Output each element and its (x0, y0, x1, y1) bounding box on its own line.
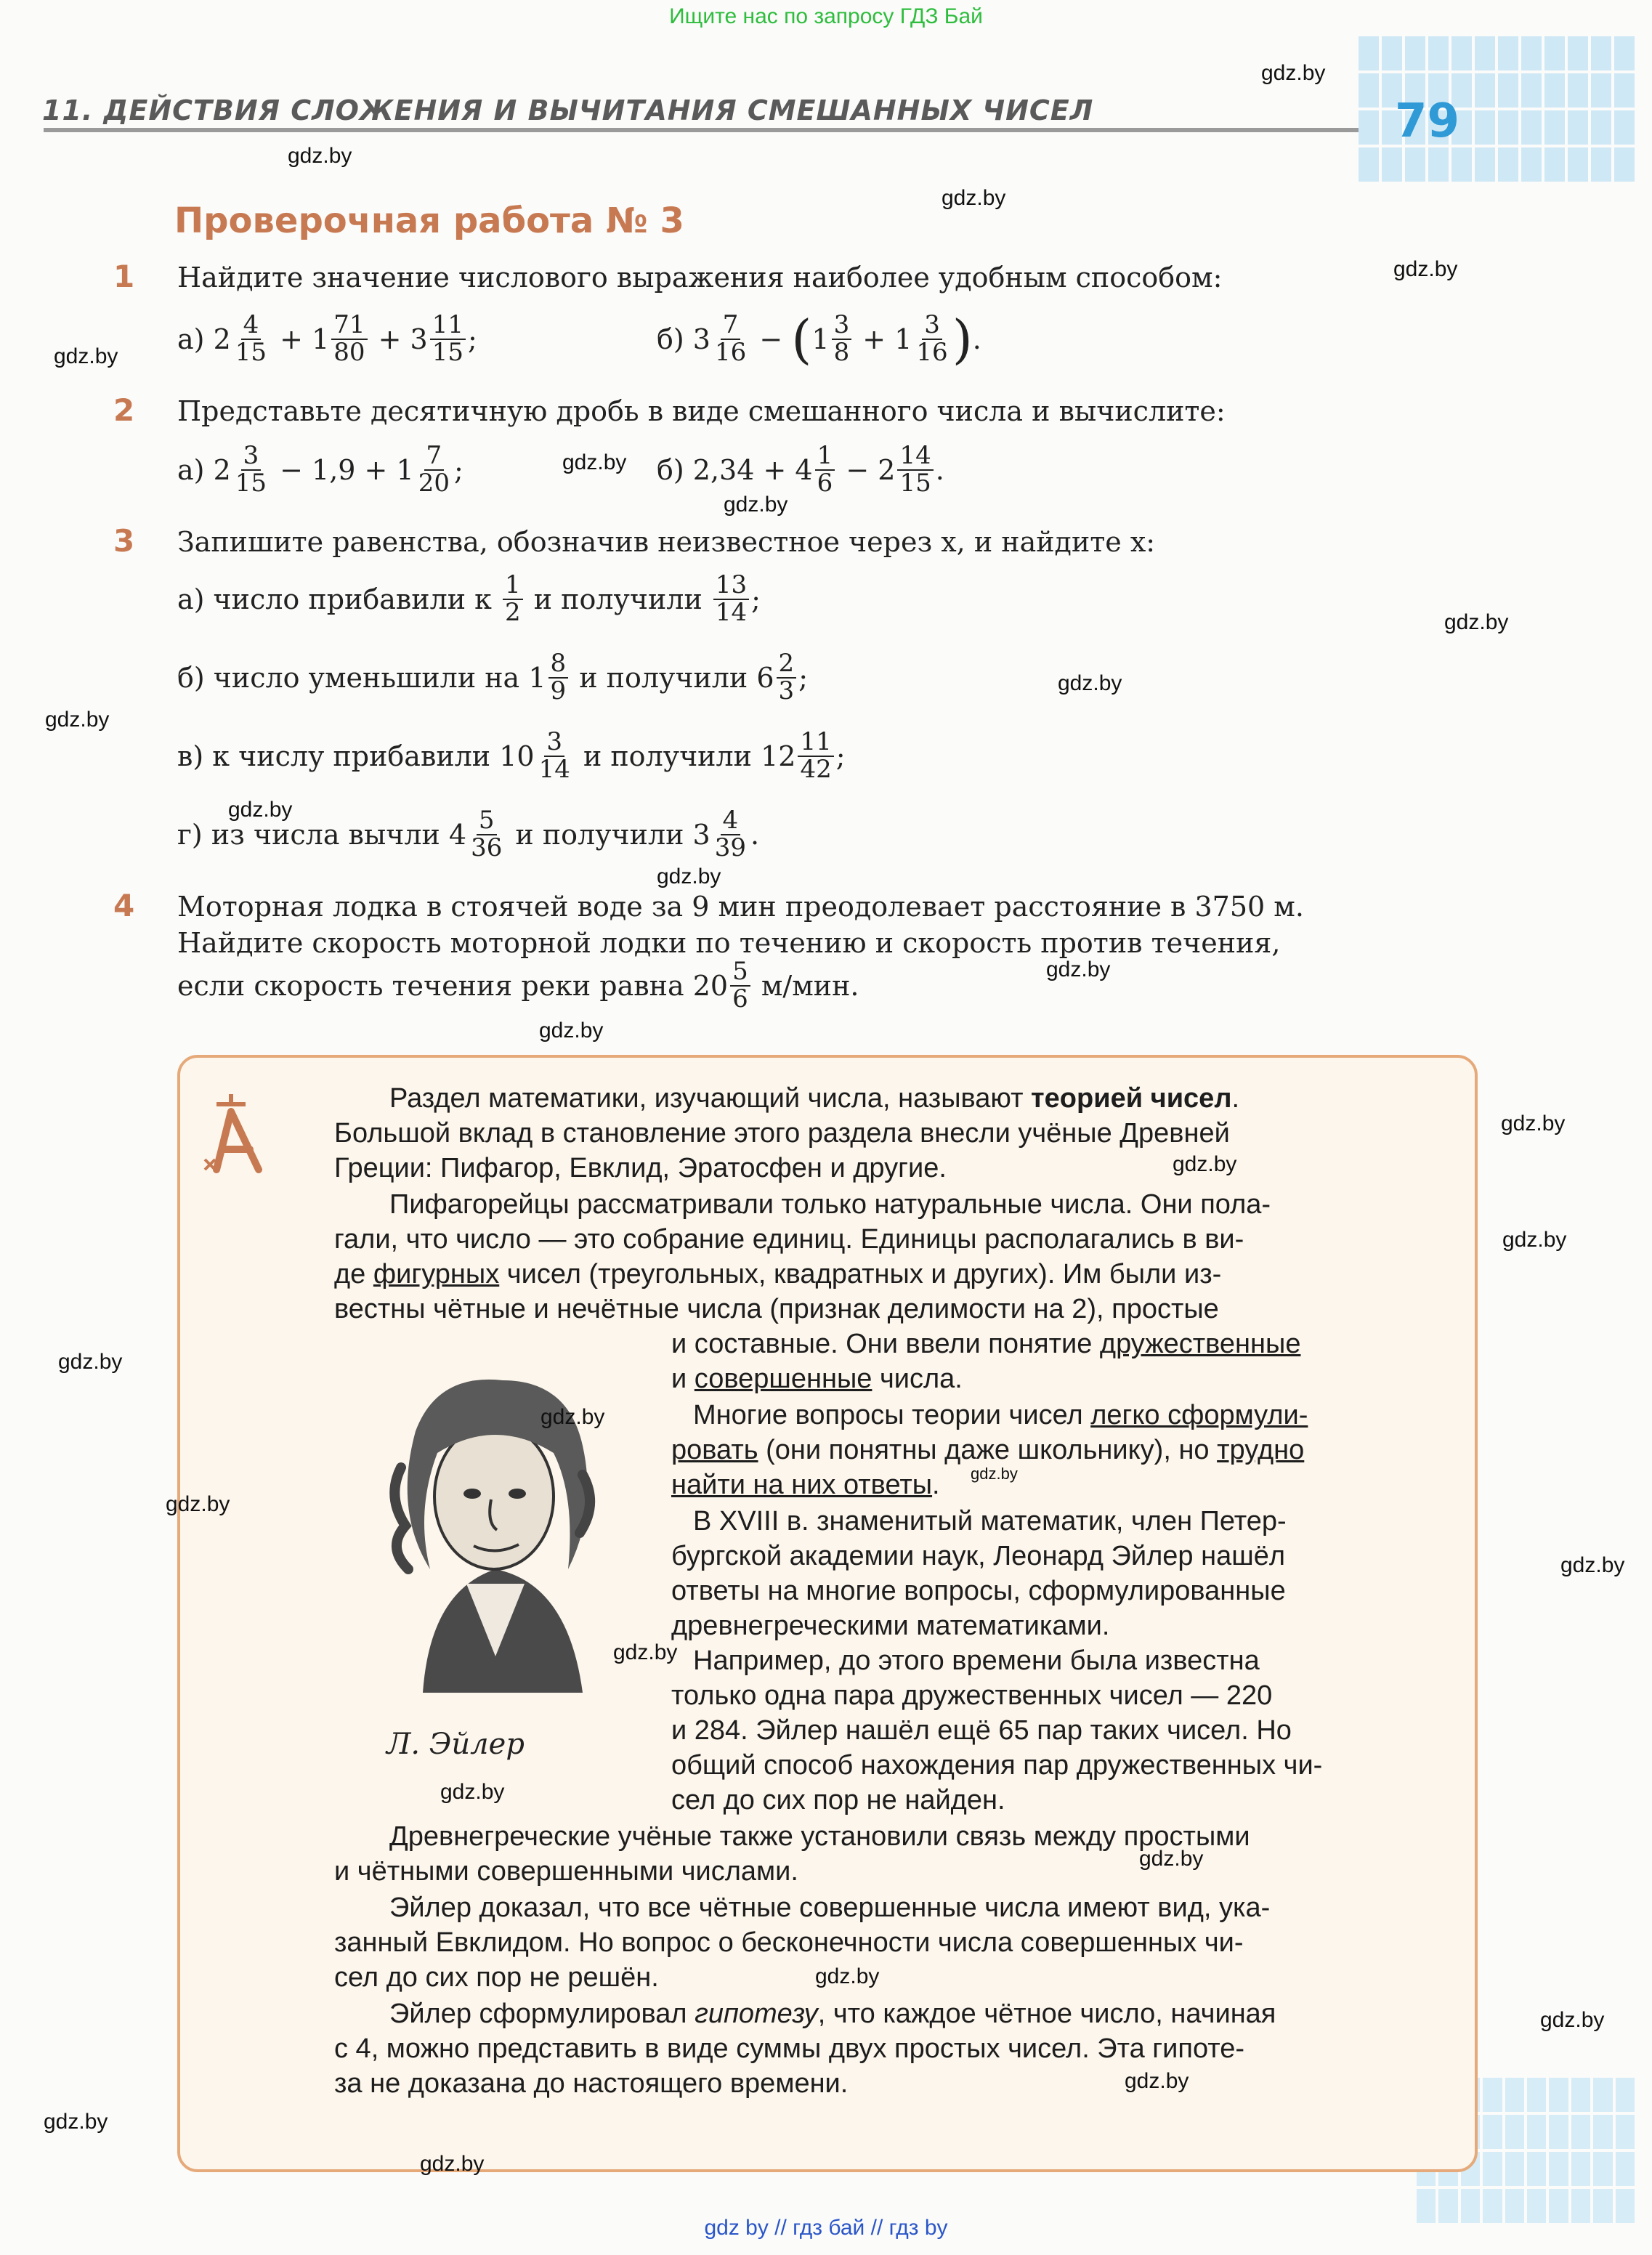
watermark: gdz.by (815, 1964, 880, 1988)
whole-part: 3 (692, 818, 710, 851)
item-label: а) (177, 453, 205, 486)
info-line: за не доказана до настоящего времени. (334, 2068, 849, 2099)
info-line: ровать (они понятны даже школьнику), но трудно (671, 1435, 1305, 1465)
info-line: сел до сих пор не решён. (334, 1962, 659, 1993)
item-label: г) из числа вычли (177, 818, 440, 851)
whole-part: 1 (396, 453, 414, 486)
operator: − (846, 453, 870, 486)
info-line: найти на них ответы. (671, 1470, 940, 1500)
alpha-glyph-icon (202, 1090, 282, 1177)
watermark: gdz.by (540, 1405, 605, 1429)
operator: + (378, 323, 402, 355)
item-label: б) (657, 323, 684, 355)
section-title: 11. ДЕЙСТВИЯ СЛОЖЕНИЯ И ВЫЧИТАНИЯ СМЕШАННЫХ ЧИСЕЛ (42, 94, 1094, 126)
watermark: gdz.by (228, 798, 293, 822)
info-line: Многие вопросы теории чисел легко сформули- (693, 1400, 1308, 1430)
info-paragraph: Раздел математики, изучающий числа, называют теорией чисел. (389, 1083, 1240, 1114)
info-line: Большой вклад в становление этого раздела внесли учёные Древней (334, 1118, 1230, 1149)
fraction: $\frac{3}{16}$ (916, 310, 948, 367)
info-line: Пифагорейцы рассматривали только натуральные числа. Они пола- (389, 1189, 1271, 1220)
left-paren: ( (791, 308, 812, 370)
expression-1a: а) 2 $\frac{4}{15}$ + 1 $\frac{71}{80}$ + 3 $\frac{11}{15}$ ; (177, 310, 477, 367)
watermark: gdz.by (562, 450, 627, 474)
info-line: Эйлер доказал, что все чётные совершенные числа имеют вид, ука- (389, 1892, 1271, 1923)
watermark: gdz.by (1139, 1847, 1204, 1871)
info-line: ответы на многие вопросы, сформулированные (671, 1576, 1286, 1606)
test-title: Проверочная работа № 3 (174, 201, 684, 241)
operator-text: и получили (579, 661, 748, 694)
info-line: и 284. Эйлер нашёл ещё 65 пар таких чисел. Но (671, 1715, 1292, 1746)
right-paren: ) (952, 308, 973, 370)
page-number: 79 (1395, 94, 1460, 148)
info-line: занный Евклидом. Но вопрос о бесконечности числа совершенных чи- (334, 1927, 1244, 1958)
bottom-links[interactable]: gdz by // гдз бай // гдз by (704, 2216, 948, 2240)
watermark: gdz.by (613, 1640, 678, 1664)
info-line: гали, что число — это собрание единиц. Единицы располагались в ви- (334, 1224, 1244, 1255)
fraction: $\frac{71}{80}$ (331, 312, 367, 365)
whole-part: 4 (448, 818, 467, 851)
equation-3c: в) к числу прибавили 10 $\frac{3}{14}$ и получили 12 $\frac{11}{42}$ ; (177, 727, 846, 784)
watermark: gdz.by (420, 2152, 485, 2176)
expression-2b: б) 2,34 + 4 $\frac{1}{6}$ − 2 $\frac{14}{15}$ . (657, 441, 944, 498)
fraction: $\frac{14}{15}$ (897, 443, 933, 496)
fraction: $\frac{4}{15}$ (235, 310, 267, 367)
watermark: gdz.by (1540, 2008, 1605, 2032)
fraction: $\frac{7}{16}$ (714, 310, 747, 367)
fraction: $\frac{13}{14}$ (713, 572, 749, 626)
equation-3a: а) число прибавили к $\frac{1}{2}$ и получили $\frac{13}{14}$ ; (177, 570, 761, 627)
info-line: и чётными совершенными числами. (334, 1856, 798, 1887)
watermark: gdz.by (657, 865, 721, 888)
info-line: с 4, можно представить в виде суммы двух простых чисел. Эта гипоте- (334, 2033, 1245, 2064)
watermark: gdz.by (1501, 1112, 1566, 1135)
whole-part: 3 (410, 323, 428, 355)
task-text-line: Найдите скорость моторной лодки по течению и скорость против течения, (177, 927, 1281, 959)
info-line: Древнегреческие учёные также установили связь между простыми (389, 1821, 1250, 1852)
watermark: gdz.by (44, 2110, 108, 2134)
fraction: $\frac{5}{6}$ (730, 959, 750, 1012)
watermark: gdz.by (45, 708, 110, 732)
fraction: $\frac{3}{15}$ (235, 441, 267, 498)
info-line: и совершенные числа. (671, 1364, 963, 1394)
whole-part: 20 (692, 969, 729, 1002)
unit: м/мин. (761, 969, 859, 1002)
info-line: и составные. Они ввели понятие дружественные (671, 1329, 1301, 1359)
watermark: gdz.by (1046, 958, 1111, 981)
info-line: сел до сих пор не найден. (671, 1785, 1005, 1815)
whole-part: 2 (213, 453, 231, 486)
watermark: gdz.by (58, 1350, 123, 1374)
fraction: $\frac{1}{2}$ (503, 572, 523, 626)
euler-portrait (336, 1351, 655, 1700)
whole-part: 1 (312, 323, 330, 355)
watermark: gdz.by (166, 1492, 230, 1516)
watermark: gdz.by (54, 344, 118, 368)
watermark: gdz.by (942, 186, 1006, 210)
expression-1b: б) 3 $\frac{7}{16}$ − ( 1 $\frac{3}{8}$ + 1 $\frac{3}{16}$ ) . (657, 308, 981, 370)
operator: + (862, 323, 886, 355)
watermark: gdz.by (1502, 1228, 1567, 1252)
equation-3d: г) из числа вычли 4 $\frac{5}{36}$ и получили 3 $\frac{4}{39}$ . (177, 806, 760, 862)
fraction: $\frac{11}{15}$ (430, 312, 466, 365)
operator: − (759, 323, 783, 355)
whole-part: 1 (894, 323, 912, 355)
whole-part: 2 (878, 453, 896, 486)
task-number: 3 (113, 523, 135, 559)
item-label: а) число прибавили к (177, 583, 492, 615)
fraction: $\frac{7}{20}$ (418, 441, 450, 498)
fraction: $\frac{3}{8}$ (832, 312, 852, 365)
operator-text: и получили (583, 740, 752, 772)
task-number: 1 (113, 259, 135, 294)
whole-part: 1 (811, 323, 830, 355)
info-line: Например, до этого времени была известна (693, 1645, 1260, 1676)
watermark: gdz.by (440, 1780, 505, 1804)
task-number: 2 (113, 392, 135, 428)
info-line: В XVIII в. знаменитый математик, член Петер- (693, 1506, 1287, 1537)
top-banner[interactable]: Ищите нас по запросу ГДЗ Бай (669, 4, 983, 28)
whole-part: 3 (692, 323, 710, 355)
task-text: Найдите значение числового выражения наиболее удобным способом: (177, 262, 1223, 293)
info-line: Эйлер сформулировал гипотезу, что каждое чётное число, начиная (389, 1999, 1276, 2029)
fraction: $\frac{8}{9}$ (548, 651, 569, 704)
whole-part: 12 (761, 740, 796, 772)
watermark: gdz.by (539, 1019, 604, 1043)
portrait-caption: Л. Эйлер (386, 1728, 525, 1761)
task-number: 4 (113, 888, 135, 923)
watermark: gdz.by (1125, 2069, 1189, 2093)
item-label: а) (177, 323, 205, 355)
watermark: gdz.by (1444, 610, 1509, 634)
whole-part: 1 (528, 661, 546, 694)
operator: + (280, 323, 303, 355)
operator-text: 2,34 + (692, 453, 787, 486)
fraction: $\frac{2}{3}$ (777, 651, 797, 704)
operator-text: − 1,9 + (280, 453, 388, 486)
expression-2a: а) 2 $\frac{3}{15}$ − 1,9 + 1 $\frac{7}{20}$ ; (177, 441, 463, 498)
whole-part: 10 (499, 740, 535, 772)
info-line: древнегреческими математиками. (671, 1611, 1110, 1641)
fraction: $\frac{1}{6}$ (815, 443, 835, 496)
watermark: gdz.by (288, 144, 352, 168)
fraction: $\frac{4}{39}$ (714, 806, 746, 862)
fraction: $\frac{3}{14}$ (538, 727, 570, 784)
info-line: Греции: Пифагор, Евклид, Эратосфен и другие. (334, 1153, 947, 1183)
task-text-line: если скорость течения реки равна 20 $\frac{5}{6}$ м/мин. (177, 957, 859, 1013)
equation-3b: б) число уменьшили на 1 $\frac{8}{9}$ и получили 6 $\frac{2}{3}$ ; (177, 649, 808, 705)
operator-text: и получили (515, 818, 684, 851)
watermark: gdz.by (1173, 1152, 1237, 1176)
info-line: общий способ нахождения пар дружественных чи- (671, 1750, 1323, 1781)
info-line: де фигурных чисел (треугольных, квадратных и других). Им были из- (334, 1259, 1222, 1290)
fraction: $\frac{11}{42}$ (798, 729, 833, 782)
header-divider (44, 128, 1359, 132)
info-line: вестны чётные и нечётные числа (признак делимости на 2), простые (334, 1294, 1219, 1324)
watermark: gdz.by (1393, 257, 1458, 281)
watermark: gdz.by (1560, 1553, 1625, 1577)
item-label: в) к числу прибавили (177, 740, 491, 772)
whole-part: 2 (213, 323, 231, 355)
item-label: б) (657, 453, 684, 486)
watermark: gdz.by (971, 1465, 1018, 1483)
fraction: $\frac{5}{36}$ (471, 806, 503, 862)
task-text: Запишите равенства, обозначив неизвестное через x, и найдите x: (177, 526, 1156, 558)
whole-part: 4 (795, 453, 813, 486)
task-text: Представьте десятичную дробь в виде смешанного числа и вычислите: (177, 395, 1226, 427)
operator-text: и получили (533, 583, 702, 615)
watermark: gdz.by (724, 493, 788, 517)
task-text-line: Моторная лодка в стоячей воде за 9 мин преодолевает расстояние в 3750 м. (177, 891, 1304, 923)
info-line: бургской академии наук, Леонард Эйлер нашёл (671, 1541, 1285, 1571)
info-line: только одна пара дружественных чисел — 220 (671, 1680, 1273, 1711)
item-label: б) число уменьшили на (177, 661, 520, 694)
watermark: gdz.by (1261, 61, 1326, 85)
watermark: gdz.by (1058, 671, 1122, 695)
whole-part: 6 (756, 661, 774, 694)
